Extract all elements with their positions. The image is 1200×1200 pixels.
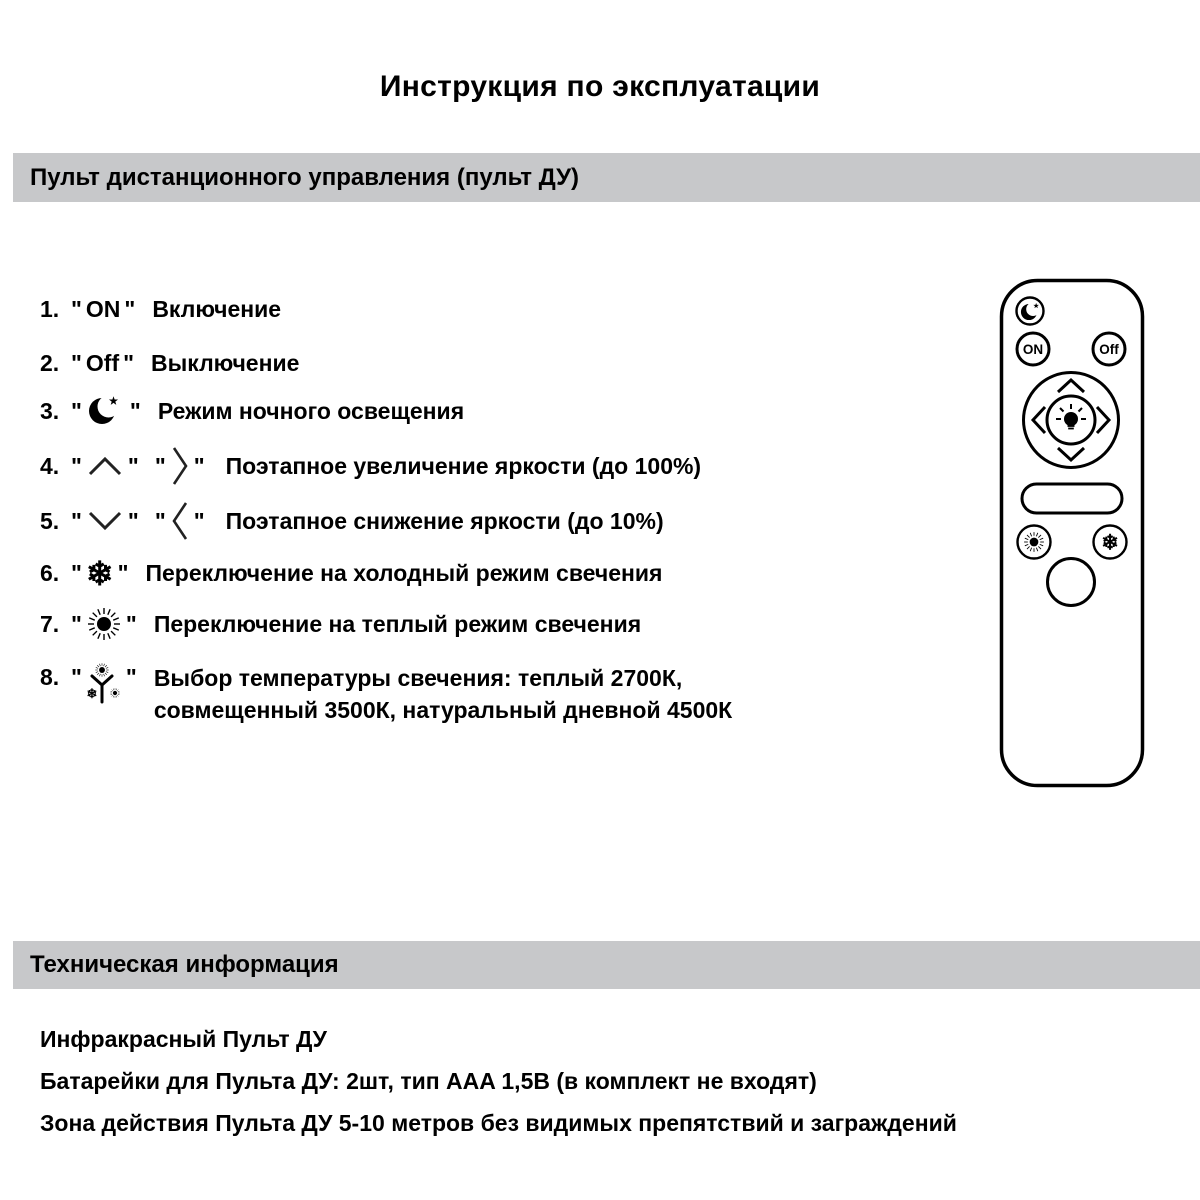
quote-mark: ": [71, 397, 82, 424]
sun-icon: [86, 606, 122, 642]
quote-mark: ": [71, 664, 82, 690]
chevron-up-icon: [86, 454, 124, 478]
mini-snowflake-icon: ❄: [86, 686, 98, 701]
list-item-label: Режим ночного освещения: [157, 397, 465, 424]
chevron-left-icon: [170, 498, 190, 544]
quote-mark: ": [71, 610, 82, 637]
remote-on-label: ON: [1022, 342, 1044, 357]
list-item-brightness-down: [40, 503, 664, 539]
quote-mark: ": [193, 507, 205, 534]
chevron-down-icon: [86, 509, 124, 533]
list-item-on: [40, 291, 281, 327]
list-item-number: 2.: [40, 349, 60, 376]
quote-mark: ": [123, 349, 135, 376]
on-token: ON: [85, 295, 121, 322]
section-header-remote-label: Пульт дистанционного управления (пульт ДУ): [30, 163, 579, 191]
quote-mark: ": [71, 507, 82, 534]
list-item-number: 5.: [40, 507, 60, 534]
quote-mark: ": [193, 452, 205, 479]
quote-mark: ": [117, 559, 129, 586]
list-item-label: Переключение на холодный режим свечения: [145, 559, 663, 586]
list-item-label: [154, 662, 732, 726]
section-header-tech: [13, 941, 1200, 989]
tech-info-line: Батарейки для Пульта ДУ: 2шт, тип AAA 1,5В (в комплект не входят): [40, 1068, 817, 1094]
list-item-label-line2: совмещенный 3500К, натуральный дневной 4500К: [153, 697, 733, 723]
quote-mark: ": [71, 452, 82, 479]
section-header-tech-label: Техническая информация: [30, 951, 339, 978]
quote-mark: ": [154, 452, 166, 479]
quote-mark: ": [125, 664, 137, 690]
color-temperature-select-icon: [86, 662, 122, 704]
quote-mark: ": [125, 610, 137, 637]
snowflake-icon: ❄: [1101, 531, 1119, 555]
list-item-number: 6.: [40, 559, 60, 586]
quote-mark: ": [124, 295, 136, 322]
list-item-number: 1.: [40, 295, 60, 322]
quote-mark: ": [71, 295, 82, 322]
sun-icon: [1024, 532, 1044, 552]
list-item-label: Включение: [152, 295, 282, 322]
remote-pill-button: [1022, 484, 1122, 513]
chevron-right-icon: [170, 443, 190, 489]
quote-mark: ": [154, 507, 166, 534]
list-item-warm-mode: [40, 606, 641, 642]
quote-mark: ": [127, 452, 139, 479]
section-header-remote: [13, 153, 1200, 202]
list-item-cold-mode: [40, 555, 662, 591]
list-item-brightness-up: [40, 448, 701, 484]
quote-mark: ": [129, 397, 141, 424]
quote-mark: ": [127, 507, 139, 534]
list-item-night-mode: [40, 393, 464, 429]
quote-mark: ": [71, 349, 82, 376]
list-item-color-temperature: [40, 662, 732, 726]
tech-info-line: Инфракрасный Пульт ДУ: [40, 1026, 327, 1052]
page-title: Инструкция по эксплуатации: [379, 70, 821, 103]
tech-info-line: Зона действия Пульта ДУ 5-10 метров без видимых препятствий и заграждений: [40, 1110, 957, 1136]
list-item-off: [40, 345, 299, 381]
remote-off-label: Off: [1099, 342, 1119, 357]
night-mode-moon-icon: [86, 393, 126, 429]
list-item-label: Поэтапное снижение яркости (до 10%): [225, 507, 664, 534]
remote-control-illustration: [999, 278, 1145, 793]
list-item-label-line1: Выбор температуры свечения: теплый 2700К,: [153, 665, 683, 691]
off-token: Off: [85, 349, 120, 376]
list-item-number: 3.: [40, 397, 60, 424]
list-item-label: Переключение на теплый режим свечения: [153, 610, 642, 637]
quote-mark: ": [71, 559, 82, 586]
snowflake-icon: ❄: [85, 554, 114, 592]
list-item-label: Выключение: [151, 349, 300, 376]
list-item-number: 7.: [40, 610, 60, 637]
list-item-label: Поэтапное увеличение яркости (до 100%): [225, 452, 702, 479]
list-item-number: 8.: [40, 664, 60, 690]
list-item-number: 4.: [40, 452, 60, 479]
